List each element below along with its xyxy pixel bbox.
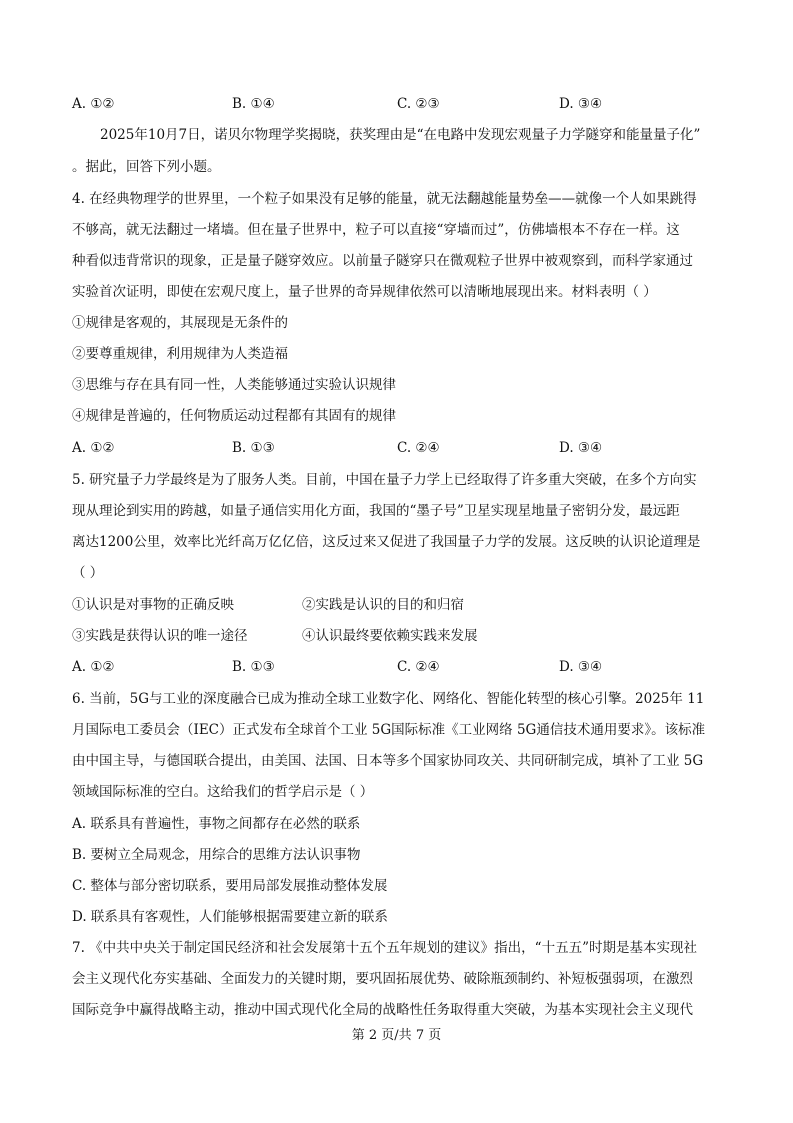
q4-stem-line-3: 种看似违背常识的现象，正是量子隧穿效应。以前量子隧穿只在微观粒子世界中被观察到，而科学家通过: [72, 253, 693, 269]
q6-choice-b: B. 要树立全局观念，用综合的思维方法认识事物: [72, 847, 361, 863]
q5-item-2: ②实践是认识的目的和归宿: [302, 597, 464, 613]
q5-stem-line-2: 现从理论到实用的跨越，如量子通信实用化方面，我国的“墨子号”卫星实现星地量子密钥分发，最远距: [72, 503, 680, 519]
q6-stem-line-3: 由中国主导，与德国联合提出，由美国、法国、日本等多个国家协同攻关、共同研制完成，填补了工业 5G: [72, 753, 704, 769]
q4-stem-line-1: 4. 在经典物理学的世界里，一个粒子如果没有足够的能量，就无法翻越能量势垒——就像一个人如果跳得: [72, 191, 697, 207]
q4-item-1: ①规律是客观的，其展现是无条件的: [72, 315, 288, 331]
q4-stem-line-4: 实验首次证明，即使在宏观尺度上，量子世界的奇异规律依然可以清晰地展现出来。材料表明（ ）: [72, 284, 657, 300]
q5-option-b: B. ①③: [232, 659, 275, 675]
q6-stem-line-1: 6. 当前，5G与工业的深度融合已成为推动全球工业数字化、网络化、智能化转型的核心引擎。2025年 11: [72, 691, 705, 707]
q6-choice-a: A. 联系具有普遍性，事物之间都存在必然的联系: [72, 816, 361, 832]
q4-item-2: ②要尊重规律，利用规律为人类造福: [72, 346, 288, 362]
q4-option-d: D. ③④: [559, 440, 603, 456]
intro-line-1: 2025年10月7日，诺贝尔物理学奖揭晓，获奖理由是“在电路中发现宏观量子力学隧穿和能量量子化”: [100, 127, 701, 143]
q6-stem-line-2: 月国际电工委员会（IEC）正式发布全球首个工业 5G国际标准《工业网络 5G通信技术通用要求》。该标准: [72, 722, 706, 738]
q4-option-b: B. ①③: [232, 440, 275, 456]
q4-option-a: A. ①②: [72, 440, 115, 456]
q4-option-c: C. ②④: [397, 440, 440, 456]
q5-stem-line-4: （ ）: [72, 565, 104, 581]
prev-question-options: [72, 94, 712, 114]
q7-stem-line-3: 国际竞争中赢得战略主动，推动中国式现代化全局的战略性任务取得重大突破，为基本实现社会主义现代: [72, 1002, 693, 1018]
option-d: D. ③④: [559, 96, 603, 112]
q5-stem-line-3: 离达1200公里，效率比光纤高万亿亿倍，这反过来又促进了我国量子力学的发展。这反映的认识论道理是: [72, 534, 701, 550]
q6-choice-d: D. 联系具有客观性，人们能够根据需要建立新的联系: [72, 909, 388, 925]
q7-stem-line-1: 7. 《中共中央关于制定国民经济和社会发展第十五个五年规划的建议》指出，“十五五”时期是基本实现社: [72, 940, 697, 956]
option-c: C. ②③: [397, 96, 440, 112]
option-a: A. ①②: [72, 96, 115, 112]
intro-line-2: 。据此，回答下列小题。: [72, 159, 221, 175]
q4-options: [72, 438, 712, 458]
q6-choice-c: C. 整体与部分密切联系，要用局部发展推动整体发展: [72, 878, 388, 894]
q5-item-1: ①认识是对事物的正确反映: [72, 597, 234, 613]
page-footer: 第 2 页/共 7 页: [351, 1028, 442, 1043]
q5-option-c: C. ②④: [397, 659, 440, 675]
q5-item-4: ④认识最终要依赖实践来发展: [302, 628, 478, 644]
q5-stem-line-1: 5. 研究量子力学最终是为了服务人类。目前，中国在量子力学上已经取得了许多重大突破，在多个方向实: [72, 472, 697, 488]
q7-stem-line-2: 会主义现代化夯实基础、全面发力的关键时期，要巩固拓展优势、破除瓶颈制约、补短板强弱项，在激烈: [72, 971, 693, 987]
q5-option-d: D. ③④: [559, 659, 603, 675]
q6-stem-line-4: 领域国际标准的空白。这给我们的哲学启示是（ ）: [72, 784, 374, 800]
q5-option-a: A. ①②: [72, 659, 115, 675]
q4-stem-line-2: 不够高，就无法翻过一堵墙。但在量子世界中，粒子可以直接“穿墙而过”，仿佛墙根本不存在一样。这: [72, 222, 680, 238]
q4-item-3: ③思维与存在具有同一性，人类能够通过实验认识规律: [72, 377, 396, 393]
q5-item-3: ③实践是获得认识的唯一途径: [72, 628, 248, 644]
q4-item-4: ④规律是普遍的，任何物质运动过程都有其固有的规律: [72, 408, 396, 424]
q5-options: [72, 657, 712, 677]
option-b: B. ①④: [232, 96, 275, 112]
